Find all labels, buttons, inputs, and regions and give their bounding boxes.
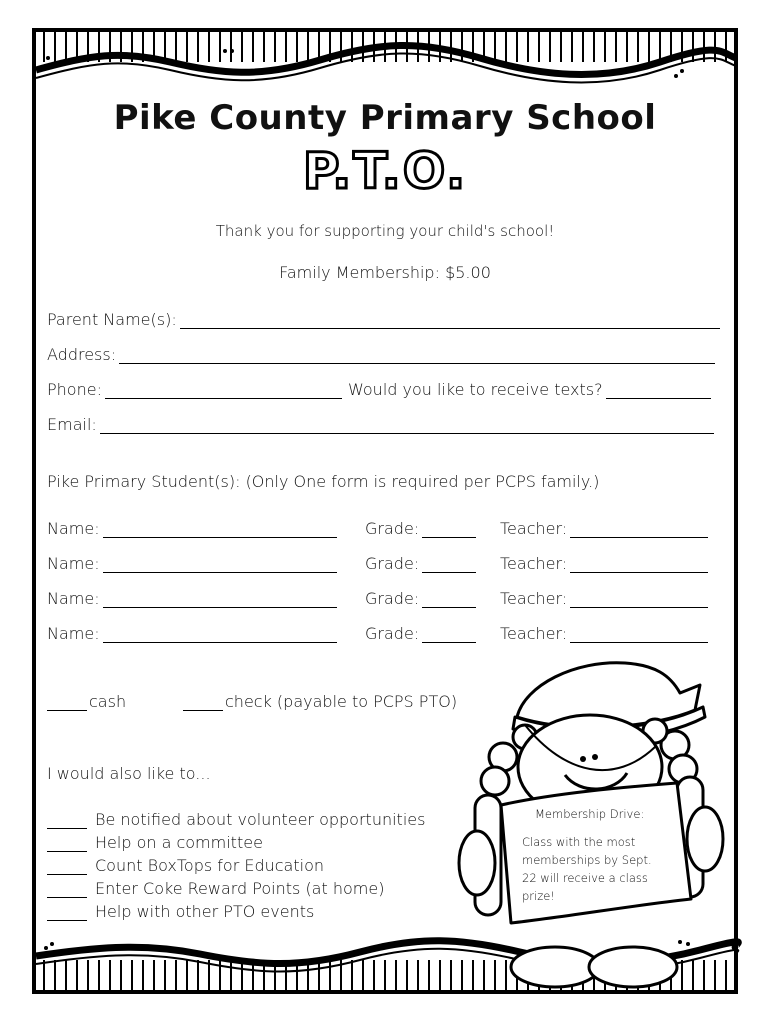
student-grade-field[interactable]: Grade: — [365, 589, 476, 608]
student-teacher-field[interactable]: Teacher: — [500, 624, 708, 643]
parent-name-field[interactable]: Parent Name(s): — [47, 310, 720, 329]
phone-field[interactable]: Phone: — [47, 380, 342, 399]
option-boxtops[interactable]: Count BoxTops for Education — [47, 856, 324, 875]
student-teacher-field[interactable]: Teacher: — [500, 589, 708, 608]
student-name-field[interactable]: Name: — [47, 519, 337, 538]
scroll-title: Membership Drive: — [535, 807, 645, 821]
student-teacher-field[interactable]: Teacher: — [500, 519, 708, 538]
payment-cash-option[interactable]: cash — [47, 692, 126, 711]
student-grade-field[interactable]: Grade: — [365, 554, 476, 573]
membership-fee-text: Family Membership: $5.00 — [279, 263, 491, 282]
payment-check-option[interactable]: check (payable to PCPS PTO) — [183, 692, 457, 711]
top-border-decoration — [0, 0, 770, 110]
option-committee[interactable]: Help on a committee — [47, 833, 263, 852]
email-field[interactable]: Email: — [47, 415, 714, 434]
student-name-field[interactable]: Name: — [47, 624, 337, 643]
student-name-field[interactable]: Name: — [47, 589, 337, 608]
student-grade-field[interactable]: Grade: — [365, 519, 476, 538]
option-other-events[interactable]: Help with other PTO events — [47, 902, 314, 921]
also-like-heading: I would also like to... — [47, 764, 211, 783]
address-field[interactable]: Address: — [47, 345, 715, 364]
students-heading: Pike Primary Student(s): (Only One form is required per PCPS family.) — [47, 472, 600, 491]
pto-title: P.T.O. — [302, 142, 468, 200]
student-grade-field[interactable]: Grade: — [365, 624, 476, 643]
school-title: Pike County Primary School — [113, 98, 657, 138]
option-coke-rewards[interactable]: Enter Coke Reward Points (at home) — [47, 879, 384, 898]
thank-you-text: Thank you for supporting your child's school! — [215, 222, 555, 240]
option-volunteer[interactable]: Be notified about volunteer opportunities — [47, 810, 425, 829]
scroll-body: Class with the most memberships by Sept. 22 will receive a class prize! — [522, 835, 652, 903]
student-name-field[interactable]: Name: — [47, 554, 337, 573]
student-teacher-field[interactable]: Teacher: — [500, 554, 708, 573]
texts-question-field[interactable]: Would you like to receive texts? — [348, 380, 711, 399]
